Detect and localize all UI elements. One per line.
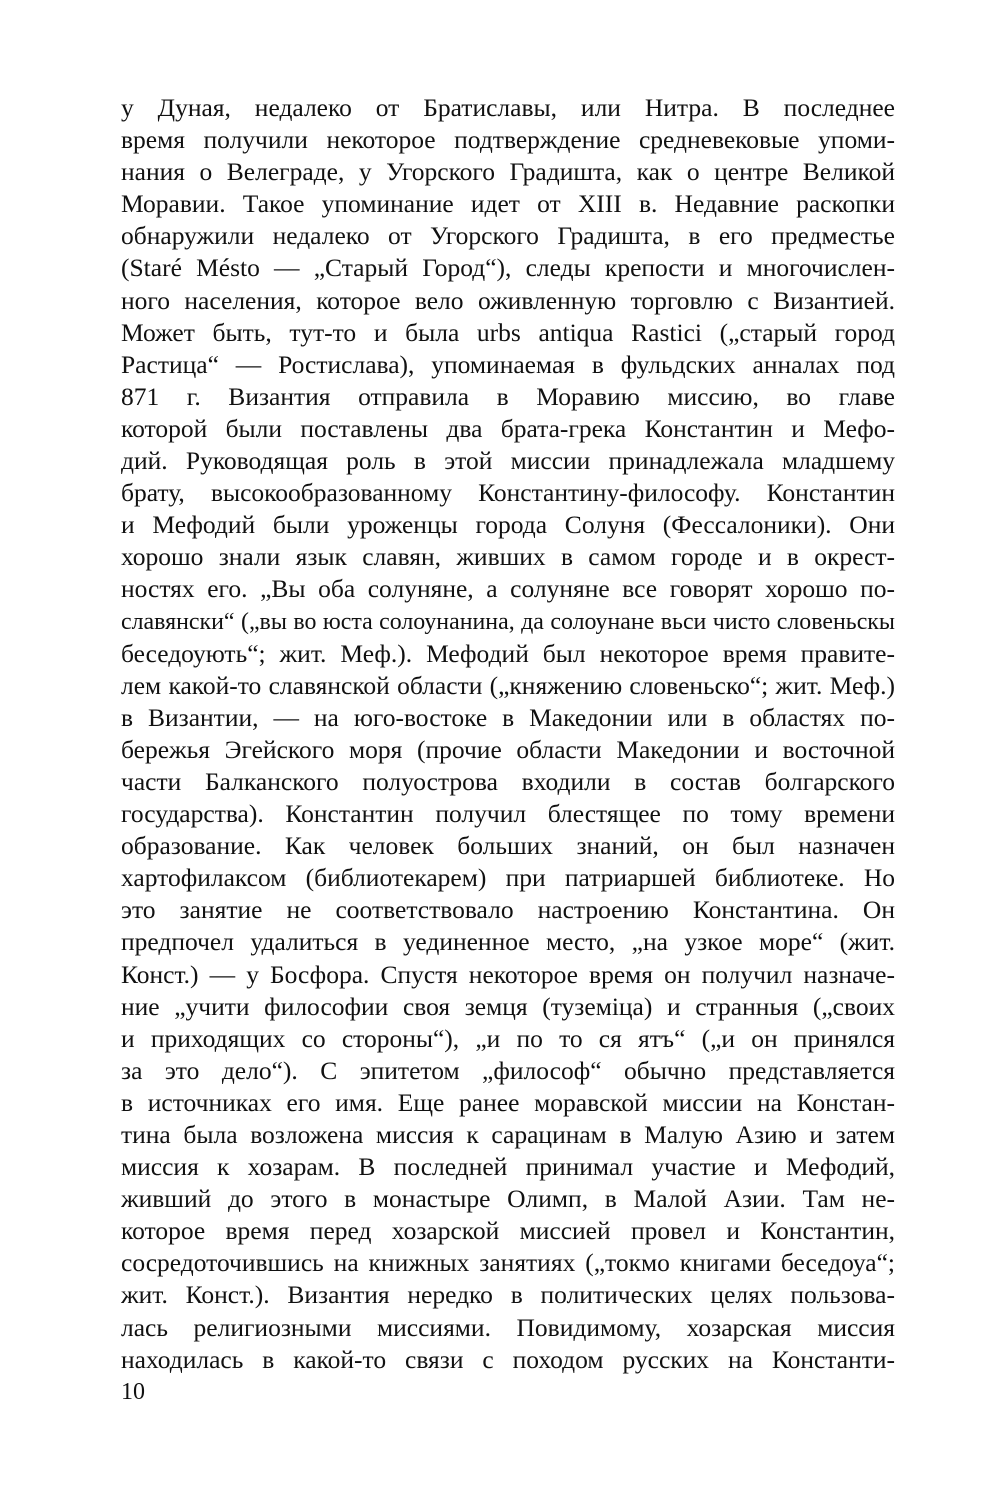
- text-line: бережья Эгейского моря (прочие области Македонии и восточной: [121, 734, 895, 764]
- text-line: которое время перед хозарской миссией провел и Константин,: [121, 1216, 895, 1246]
- text-line: лась религиозными миссиями. Повидимому, хозарская миссия: [121, 1312, 895, 1342]
- text-line: живший до этого в монастыре Олимп, в Малой Азии. Там не-: [121, 1184, 895, 1214]
- text-line: и приходящих со стороны“), „и по то ся ятъ“ („и он принялся: [121, 1023, 895, 1053]
- text-line: которой были поставлены два брата-грека Константин и Мефо-: [121, 413, 895, 443]
- text-line: предпочел удалиться в уединенное место, „на узкое море“ (жит.: [121, 927, 895, 957]
- body-text: [121, 92, 895, 1376]
- text-line: (Staré Mésto — „Старый Город“), следы крепости и многочислен-: [121, 253, 895, 283]
- text-line: ностях его. „Вы оба солуняне, а солуняне все говорят хорошо по-: [121, 574, 895, 604]
- text-line: сосредоточившись на книжных занятиях („токмо книгами беседоуа“;: [121, 1248, 895, 1278]
- text-line: в источниках его имя. Еще ранее моравской миссии на Констан-: [121, 1087, 895, 1117]
- text-line: брату, высокообразованному Константину-философу. Константин: [121, 478, 895, 508]
- text-line: ние „учити философии своя земця (туземіца) и странныя („своих: [121, 991, 895, 1021]
- text-line: время получили некоторое подтверждение средневековые упоми-: [121, 125, 895, 155]
- text-line: хорошо знали язык славян, живших в самом городе и в окрест-: [121, 542, 895, 572]
- text-line: ного населения, которое вело оживленную торговлю с Византией.: [121, 285, 895, 315]
- text-line: славянски“ („вы во юста солоунанина, да солоунане вьси чисто словеньскы: [121, 608, 895, 635]
- text-line: образование. Как человек больших знаний, он был назначен: [121, 831, 895, 861]
- text-line: миссия к хозарам. В последней принимал участие и Мефодий,: [121, 1152, 895, 1182]
- text-line: государства). Константин получил блестящее по тому времени: [121, 799, 895, 829]
- text-line: 871 г. Византия отправила в Моравию миссию, во главе: [121, 381, 895, 411]
- text-line: Моравии. Такое упоминание идет от XIII в. Недавние раскопки: [121, 189, 895, 219]
- text-line: жит. Конст.). Византия нередко в политических целях пользова-: [121, 1280, 895, 1310]
- text-line: лем какой-то славянской области („княжению словеньско“; жит. Меф.): [121, 670, 895, 700]
- text-line: находилась в какой-то связи с походом русских на Константи-: [121, 1344, 895, 1374]
- text-line: и Мефодий были уроженцы города Солуня (Фессалоники). Они: [121, 510, 895, 540]
- text-line: беседоують“; жит. Меф.). Мефодий был некоторое время правите-: [121, 638, 895, 668]
- text-line: Растица“ — Ростислава), упоминаемая в фульдских анналах под: [121, 349, 895, 379]
- text-line: тина была возложена миссия к сарацинам в Малую Азию и затем: [121, 1120, 895, 1149]
- text-line: у Дуная, недалеко от Братиславы, или Нитра. В последнее: [121, 93, 895, 122]
- text-line: Может быть, тут-то и была urbs antiqua Rastici („старый город: [121, 317, 895, 347]
- text-line: за это дело“). С эпитетом „философ“ обычно представляется: [121, 1055, 895, 1085]
- text-line: нания о Велеграде, у Угорского Градишта, как о центре Великой: [121, 157, 895, 187]
- text-line: обнаружили недалеко от Угорского Градишта, в его предместье: [121, 221, 895, 251]
- text-line: в Византии, — на юго-востоке в Македонии или в областях по-: [121, 702, 895, 732]
- text-line: Конст.) — у Босфора. Спустя некоторое время он получил назначе-: [121, 959, 895, 989]
- text-line: хартофилаксом (библиотекарем) при патриаршей библиотеке. Но: [121, 863, 895, 893]
- text-line: части Балканского полуострова входили в состав болгарского: [121, 766, 895, 796]
- page-number: 10: [121, 1379, 145, 1405]
- text-line: дий. Руководящая роль в этой миссии принадлежала младшему: [121, 446, 895, 476]
- text-line: это занятие не соответствовало настроению Константина. Он: [121, 895, 895, 925]
